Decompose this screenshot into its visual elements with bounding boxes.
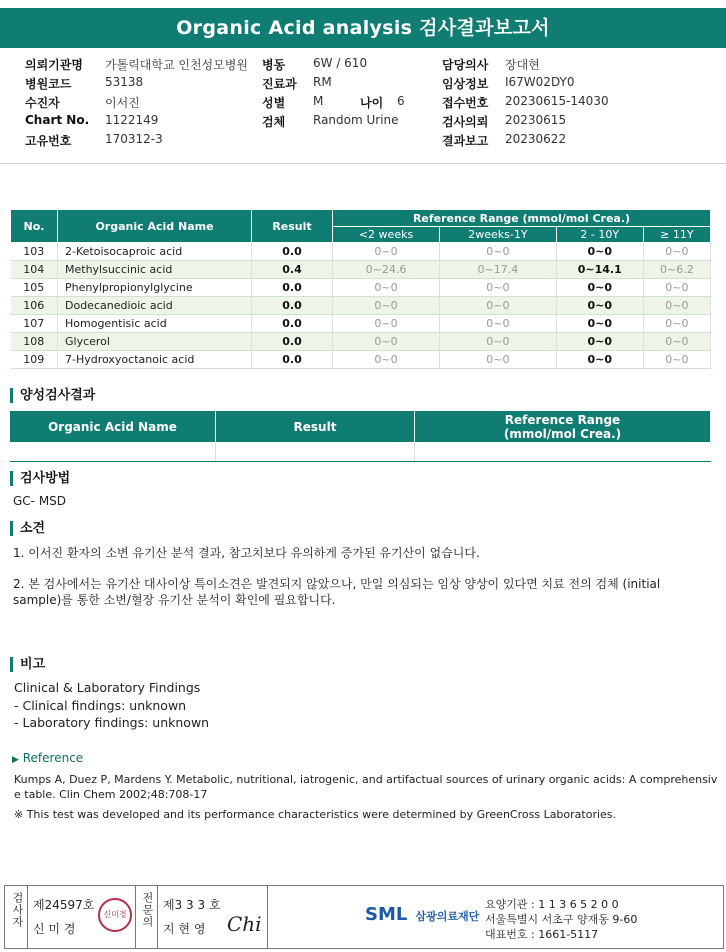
info-label: 진료과	[262, 77, 297, 91]
info-row	[0, 113, 726, 132]
cell-r1: 0~0	[333, 315, 440, 333]
age-label: 나이	[360, 96, 384, 110]
info-value: 170312-3	[105, 132, 163, 146]
cell-r2: 0~0	[440, 279, 557, 297]
remarks-line3: - Laboratory findings: unknown	[14, 715, 210, 730]
cell-no: 106	[11, 297, 58, 315]
info-value: 20230622	[505, 132, 567, 146]
cell-r1: 0~0	[333, 243, 440, 261]
info-label: 병동	[262, 58, 286, 72]
divider	[135, 886, 136, 948]
info-value: 20230615-14030	[505, 94, 609, 108]
info-value: 20230615	[505, 113, 567, 127]
cell-r4: 0~6.2	[643, 261, 710, 279]
table-row	[11, 315, 711, 333]
tester-no: 제24597호	[33, 898, 95, 912]
remarks-heading: 비고	[10, 657, 45, 672]
cell-name: Methylsuccinic acid	[58, 261, 252, 279]
cell-no: 108	[11, 333, 58, 351]
info-row	[0, 75, 726, 94]
cell-r2: 0~0	[440, 315, 557, 333]
info-label: 검체	[262, 115, 286, 129]
cell-result: 0.0	[252, 297, 333, 315]
cell-r2: 0~0	[440, 351, 557, 369]
cell-name: Phenylpropionylglycine	[58, 279, 252, 297]
cell-name: 2-Ketoisocaproic acid	[58, 243, 252, 261]
col-name: Organic Acid Name	[58, 210, 252, 243]
table-row	[11, 351, 711, 369]
reference-note: ※ This test was developed and its performance characteristics were determined by GreenCross Laboratories.	[14, 808, 617, 821]
range-header: <2 weeks	[333, 227, 440, 243]
positive-table	[10, 411, 711, 462]
table-row	[11, 297, 711, 315]
pos-col-ref-2: (mmol/mol Crea.)	[503, 426, 622, 441]
reviewer-name: 지 현 영	[163, 922, 206, 936]
addr-line2: 서울특별시 서초구 양재동 9-60	[485, 913, 638, 926]
reviewer-label: 전문의	[141, 892, 154, 928]
logo-text: SML	[365, 904, 408, 925]
cell-r3: 0~0	[556, 279, 643, 297]
info-value: 1122149	[105, 113, 159, 127]
col-no: No.	[11, 210, 58, 243]
cell-no: 104	[11, 261, 58, 279]
cell-result: 0.0	[252, 315, 333, 333]
info-label: 접수번호	[442, 96, 489, 110]
cell-r3: 0~0	[556, 333, 643, 351]
opinion-p1: 1. 이서진 환자의 소변 유기산 분석 결과, 참고치보다 유의하게 증가된 유기산이 없습니다.	[13, 546, 480, 560]
info-row	[0, 56, 726, 75]
positive-heading: 양성검사결과	[10, 388, 95, 403]
table-row	[11, 279, 711, 297]
cell-name: Homogentisic acid	[58, 315, 252, 333]
cell-r2: 0~0	[440, 333, 557, 351]
pos-empty-cell	[10, 442, 216, 462]
cell-r3: 0~0	[556, 351, 643, 369]
cell-r1: 0~0	[333, 333, 440, 351]
info-value: I67W02DY0	[505, 75, 575, 89]
table-row	[11, 243, 711, 261]
cell-r3: 0~0	[556, 243, 643, 261]
cell-r2: 0~17.4	[440, 261, 557, 279]
cell-no: 109	[11, 351, 58, 369]
info-row	[0, 132, 726, 151]
divider	[27, 886, 28, 948]
cell-name: Dodecanedioic acid	[58, 297, 252, 315]
info-value: 6W / 610	[313, 56, 368, 70]
pos-col-ref	[415, 411, 711, 442]
cell-r2: 0~0	[440, 243, 557, 261]
table-row	[11, 333, 711, 351]
cell-r3: 0~0	[556, 297, 643, 315]
report-title: Organic Acid analysis 검사결과보고서	[0, 8, 726, 48]
cell-name: Glycerol	[58, 333, 252, 351]
org-logo	[365, 904, 479, 925]
addr-line3: 대표번호 : 1661-5117	[485, 928, 599, 941]
cell-result: 0.4	[252, 261, 333, 279]
seal-stamp	[98, 898, 132, 932]
divider	[267, 886, 268, 948]
pos-col-result: Result	[216, 411, 415, 442]
cell-no: 103	[11, 243, 58, 261]
pos-empty-cell	[216, 442, 415, 462]
org-name: 삼광의료재단	[415, 910, 480, 923]
cell-r3: 0~0	[556, 315, 643, 333]
reference-heading	[12, 751, 83, 765]
method-heading: 검사방법	[10, 471, 70, 486]
info-value: RM	[313, 75, 332, 89]
info-label: Chart No.	[25, 113, 90, 127]
info-label: 임상정보	[442, 77, 489, 91]
table-row	[11, 261, 711, 279]
cell-r4: 0~0	[643, 351, 710, 369]
col-ref: Reference Range (mmol/mol Crea.)	[333, 210, 711, 227]
reference-heading-text: Reference	[22, 751, 84, 765]
info-value: 이서진	[105, 96, 140, 110]
remarks-line1: Clinical & Laboratory Findings	[14, 680, 201, 695]
signature: Chi	[227, 912, 262, 936]
seal-stamp-text: 신미경	[103, 910, 127, 919]
tester-name: 신 미 경	[33, 922, 76, 936]
info-value: 가톨릭대학교 인천성모병원	[105, 58, 248, 72]
cell-r1: 0~24.6	[333, 261, 440, 279]
pos-col-name: Organic Acid Name	[10, 411, 216, 442]
range-header: 2weeks-1Y	[440, 227, 557, 243]
range-header: ≥ 11Y	[643, 227, 710, 243]
info-label: 고유번호	[25, 134, 72, 148]
info-value: 53138	[105, 75, 144, 89]
range-header: 2 - 10Y	[556, 227, 643, 243]
opinion-heading: 소견	[10, 521, 45, 536]
col-result: Result	[252, 210, 333, 243]
cell-r1: 0~0	[333, 279, 440, 297]
signature-footer	[4, 885, 724, 949]
info-label: 결과보고	[442, 134, 489, 148]
reference-line1: Kumps A, Duez P, Mardens Y. Metabolic, nutritional, iatrogenic, and artifactual sources of urinary organic acids: A comprehensiv	[14, 773, 718, 786]
info-value: 장대현	[505, 58, 540, 72]
cell-result: 0.0	[252, 351, 333, 369]
cell-no: 107	[11, 315, 58, 333]
opinion-p2b: sample)를 통한 소변/혈장 유기산 분석이 확인에 필요합니다.	[13, 593, 336, 607]
tester-label: 검사자	[11, 892, 24, 928]
divider	[157, 886, 158, 948]
results-table	[10, 209, 711, 369]
remarks-line2: - Clinical findings: unknown	[14, 698, 187, 713]
cell-r3: 0~14.1	[556, 261, 643, 279]
cell-no: 105	[11, 279, 58, 297]
pos-col-ref-1: Reference Range	[504, 412, 621, 427]
info-label: 검사의뢰	[442, 115, 489, 129]
patient-info	[0, 54, 726, 154]
triangle-icon: ▶	[12, 755, 19, 765]
info-label: 의뢰기관명	[25, 58, 83, 72]
opinion-p2a: 2. 본 검사에서는 유기산 대사이상 특이소견은 발견되지 않았으나, 만일 의심되는 임상 양상이 있다면 치료 전의 검체 (initial	[13, 577, 661, 591]
cell-result: 0.0	[252, 279, 333, 297]
info-label: 병원코드	[25, 77, 72, 91]
info-value: Random Urine	[313, 113, 399, 127]
addr-line1: 요양기관 : 1 1 3 6 5 2 0 0	[485, 898, 619, 911]
cell-r2: 0~0	[440, 297, 557, 315]
cell-r4: 0~0	[643, 243, 710, 261]
method-text: GC- MSD	[13, 494, 67, 508]
reviewer-no: 제3 3 3 호	[163, 898, 221, 912]
cell-r4: 0~0	[643, 279, 710, 297]
cell-name: 7-Hydroxyoctanoic acid	[58, 351, 252, 369]
reference-line2: e table. Clin Chem 2002;48:708-17	[14, 788, 208, 801]
cell-r1: 0~0	[333, 297, 440, 315]
cell-r4: 0~0	[643, 315, 710, 333]
cell-result: 0.0	[252, 333, 333, 351]
cell-r4: 0~0	[643, 333, 710, 351]
pos-empty-cell	[415, 442, 711, 462]
cell-r1: 0~0	[333, 351, 440, 369]
cell-result: 0.0	[252, 243, 333, 261]
age-value: 6	[397, 94, 405, 108]
cell-r4: 0~0	[643, 297, 710, 315]
info-label: 수진자	[25, 96, 60, 110]
info-value: M	[313, 94, 324, 108]
info-label: 담당의사	[442, 58, 489, 72]
info-label: 성별	[262, 96, 286, 110]
divider	[0, 163, 726, 164]
